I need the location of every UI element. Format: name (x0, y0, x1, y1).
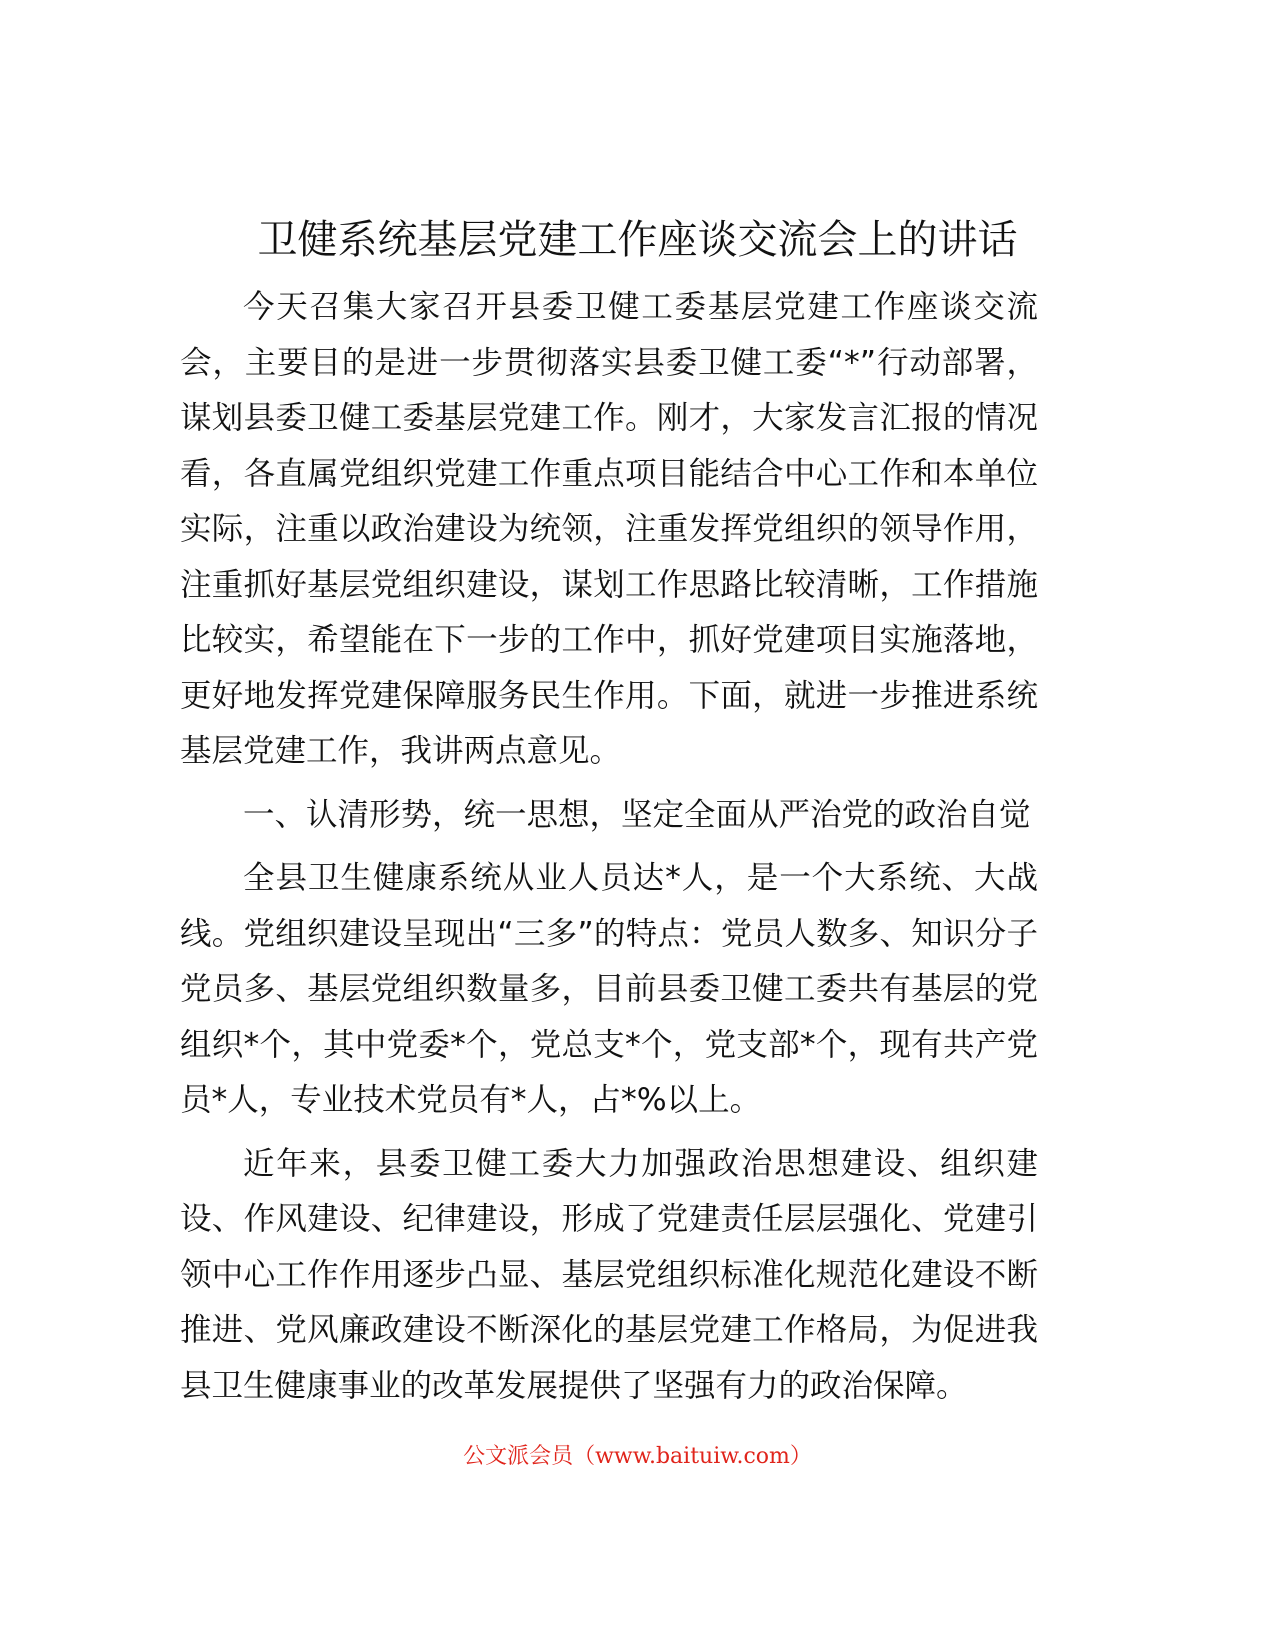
section-heading-1: 一、认清形势，统一思想，坚定全面从严治党的政治自觉 (243, 796, 1031, 833)
footer-watermark: 公文派会员（www.baituiw.com） (463, 1444, 812, 1469)
paragraph-statistics: 全县卫生健康系统从业人员达*人，是一个大系统、大战线。党组织建设呈现出“三多”的特点：党员人数多、知识分子党员多、基层党组织数量多，目前县委卫健工委共有基层的党组织*个，其中党委*个，党总支*个，党支部*个，现有共产党员*人，专业技术党员有*人，占*%以上。 (180, 860, 1038, 1118)
paragraph-achievements: 近年来，县委卫健工委大力加强政治思想建设、组织建设、作风建设、纪律建设，形成了党建责任层层强化、党建引领中心工作作用逐步凸显、基层党组织标准化规范化建设不断推进、党风廉政建设不断深化的基层党建工作格局，为促进我县卫生健康事业的改革发展提供了坚强有力的政治保障。 (180, 1145, 1038, 1404)
document-title: 卫健系统基层党建工作座谈交流会上的讲话 (257, 217, 1018, 263)
document-body (180, 280, 1038, 1414)
paragraph-intro: 今天召集大家召开县委卫健工委基层党建工作座谈交流会，主要目的是进一步贯彻落实县委卫健工委“*”行动部署，谋划县委卫健工委基层党建工作。刚才，大家发言汇报的情况看，各直属党组织党建工作重点项目能结合中心工作和本单位实际，注重以政治建设为统领，注重发挥党组织的领导作用，注重抓好基层党组织建设，谋划工作思路比较清晰，工作措施比较实，希望能在下一步的工作中，抓好党建项目实施落地，更好地发挥党建保障服务民生作用。下面，就进一步推进系统基层党建工作，我讲两点意见。 (180, 289, 1038, 769)
